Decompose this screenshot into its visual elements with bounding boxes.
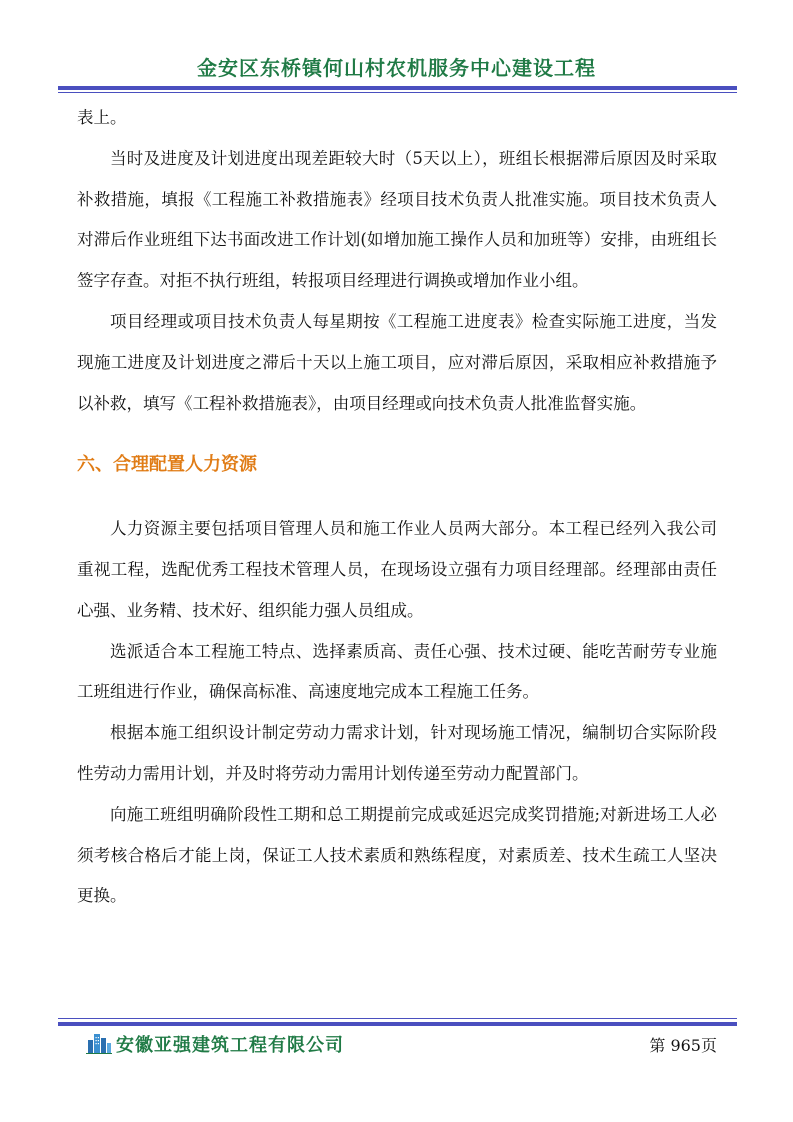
- page-number: 第 965页: [649, 1036, 717, 1055]
- footer-rule-thick: [58, 1022, 737, 1026]
- paragraph: 根据本施工组织设计制定劳动力需求计划，针对现场施工情况，编制切合实际阶段性劳动力需用计划，并及时将劳动力需用计划传递至劳动力配置部门。: [77, 723, 717, 783]
- building-logo-icon: [86, 1030, 112, 1054]
- paragraph: 人力资源主要包括项目管理人员和施工作业人员两大部分。本工程已经列入我公司重视工程，选配优秀工程技术管理人员，在现场设立强有力项目经理部。经理部由责任心强、业务精、技术好、组织能力强人员组成。: [77, 519, 717, 620]
- page-header-title: 金安区东桥镇何山村农机服务中心建设工程: [197, 56, 596, 80]
- paragraph: 表上。: [77, 108, 127, 127]
- paragraph: 当时及进度及计划进度出现差距较大时（5天以上），班组长根据滞后原因及时采取补救措施，填报《工程施工补救措施表》经项目技术负责人批准实施。项目技术负责人对滞后作业班组下达书面改进工作计划(如增加施工操作人员和加班等）安排，由班组长签字存查。对拒不执行班组，转报项目经理进行调换或增加作业小组。: [77, 148, 717, 291]
- footer-rule-thin: [58, 1018, 737, 1019]
- header-rule-thin: [58, 92, 737, 93]
- paragraph: 选派适合本工程施工特点、选择素质高、责任心强、技术过硬、能吃苦耐劳专业施工班组进行作业，确保高标准、高速度地完成本工程施工任务。: [77, 641, 717, 702]
- section-heading: 六、合理配置人力资源: [77, 454, 257, 476]
- document-body: [77, 98, 717, 917]
- header-rule-thick: [58, 86, 737, 90]
- footer-company-name: 安徽亚强建筑工程有限公司: [116, 1035, 344, 1056]
- paragraph: 向施工班组明确阶段性工期和总工期提前完成或延迟完成奖罚措施;对新进场工人必须考核合格后才能上岗，保证工人技术素质和熟练程度，对素质差、技术生疏工人坚决更换。: [77, 804, 717, 906]
- paragraph: 项目经理或项目技术负责人每星期按《工程施工进度表》检查实际施工进度，当发现施工进度及计划进度之滞后十天以上施工项目，应对滞后原因，采取相应补救措施予以补救，填写《工程补救措施表》，由项目经理或向技术负责人批准监督实施。: [77, 311, 717, 413]
